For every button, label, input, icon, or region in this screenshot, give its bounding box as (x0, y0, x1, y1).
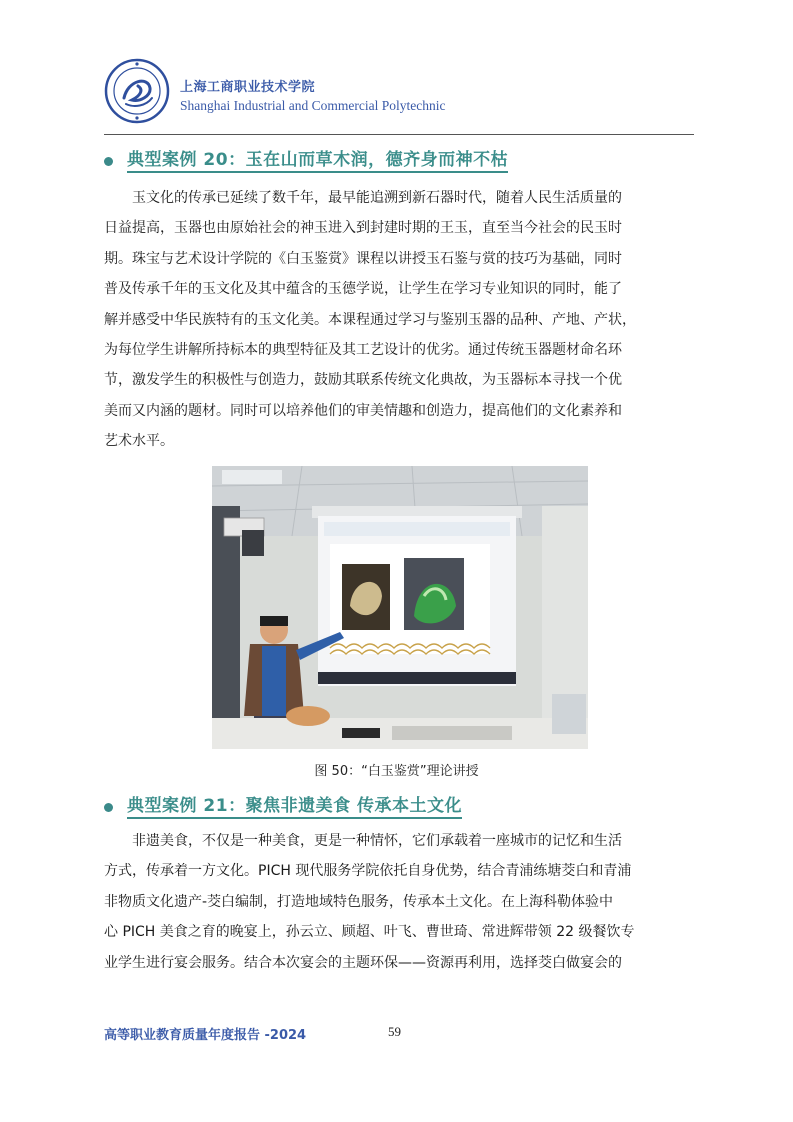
case-20-line: 艺术水平。 (104, 433, 174, 450)
case-20-title: 典型案例 20：玉在山而草木润，德齐身而神不枯 (127, 149, 508, 173)
school-name-cn: 上海工商职业技术学院 (180, 80, 316, 95)
case-20-line: 日益提高，玉器也由原始社会的神玉进入到封建时期的王玉，直至当今社会的民玉时 (104, 220, 622, 237)
case-21-title: 典型案例 21：聚焦非遗美食 传承本土文化 (127, 795, 462, 819)
bullet-icon (104, 803, 113, 812)
case-21-line: 方式，传承着一方文化。PICH 现代服务学院依托自身优势，结合青浦练塘茭白和青浦 (104, 863, 632, 880)
case-20-heading (104, 149, 508, 173)
case-21-line: 业学生进行宴会服务。结合本次宴会的主题环保——资源再利用，选择茭白做宴会的 (104, 954, 622, 971)
case-20-line: 节，激发学生的积极性与创造力，鼓励其联系传统文化典故，为玉器标本寻找一个优 (104, 372, 622, 389)
case-20-line: 解并感受中华民族特有的玉文化美。本课程通过学习与鉴别玉器的品种、产地、产状， (104, 311, 636, 328)
case-20-line: 美而又内涵的题材。同时可以培养他们的审美情趣和创造力，提高他们的文化素养和 (104, 402, 622, 419)
report-title: 高等职业教育质量年度报告 -2024 (104, 1028, 307, 1043)
case-20-line: 普及传承千年的玉文化及其中蕴含的玉德学说，让学生在学习专业知识的同时，能了 (104, 281, 622, 298)
lecture-photo (212, 466, 588, 749)
case-21-body (104, 826, 694, 978)
case-21-line: 心 PICH 美食之育的晚宴上，孙云立、顾超、叶飞、曹世琦、常进辉带领 22 级餐饮专 (104, 924, 635, 941)
case-20-body (104, 183, 694, 457)
school-name-en: Shanghai Industrial and Commercial Polytechnic (180, 98, 446, 113)
header-divider (104, 134, 694, 135)
case-20-line: 玉文化的传承已延续了数千年，最早能追溯到新石器时代，随着人民生活质量的 (132, 190, 622, 206)
school-seal-icon (104, 58, 170, 124)
case-21-heading (104, 795, 462, 819)
bullet-icon (104, 157, 113, 166)
case-21-line: 非物质文化遗产-茭白编制，打造地域特色服务，传承本土文化。在上海科勒体验中 (104, 893, 614, 910)
case-20-line: 期。珠宝与艺术设计学院的《白玉鉴赏》课程以讲授玉石鉴与赏的技巧为基础，同时 (104, 250, 622, 267)
case-21-line: 非遗美食，不仅是一种美食，更是一种情怀，它们承载着一座城市的记忆和生活 (132, 833, 622, 849)
page-number: 59 (388, 1024, 401, 1039)
case-20-line: 为每位学生讲解所持标本的典型特征及其工艺设计的优劣。通过传统玉器题材命名环 (104, 342, 622, 359)
page-header (104, 58, 694, 138)
figure-caption: 图 50：“白玉鉴赏”理论讲授 (314, 764, 479, 779)
